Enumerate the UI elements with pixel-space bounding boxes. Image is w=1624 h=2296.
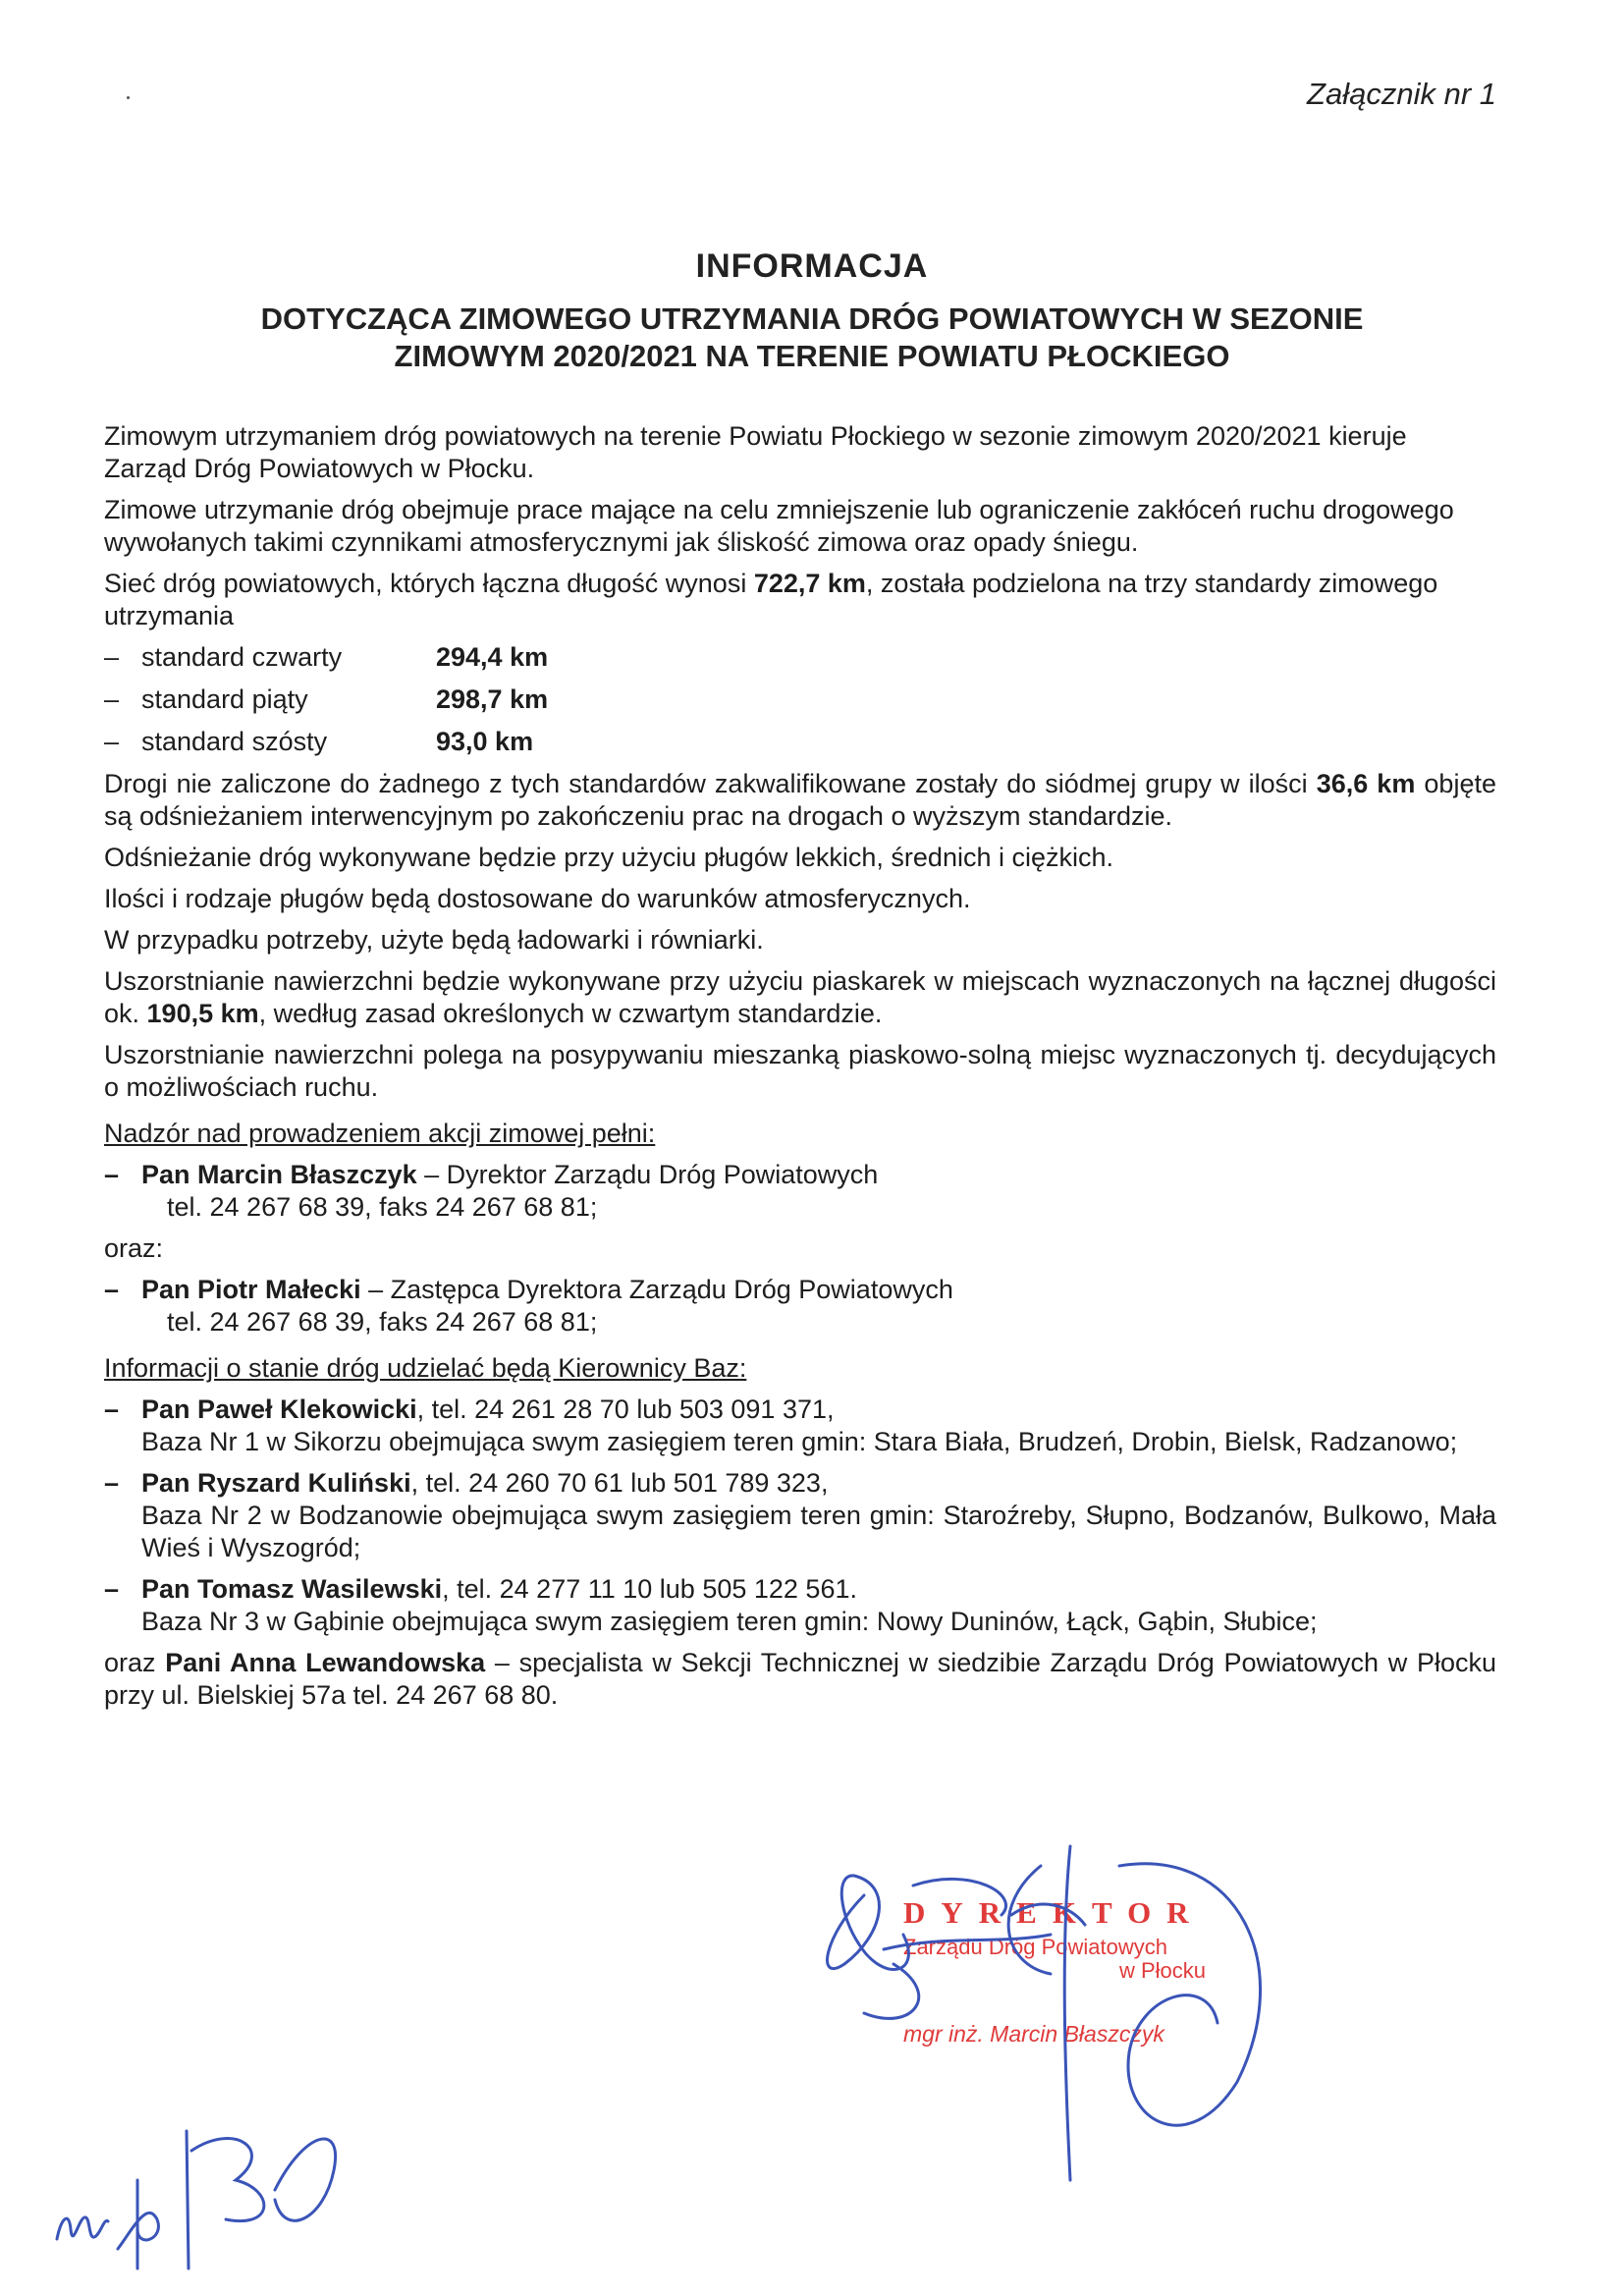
standard-name: – standard czwarty xyxy=(104,641,436,674)
base-manager-name: Pan Paweł Klekowicki xyxy=(141,1394,417,1424)
document-subtitle xyxy=(0,301,1624,375)
roughening-paragraph-1 xyxy=(104,965,1496,1030)
base-entry xyxy=(104,1394,1496,1458)
subtitle-line-1: DOTYCZĄCA ZIMOWEGO UTRZYMANIA DRÓG POWIATOWYCH W SEZONIE xyxy=(260,301,1364,336)
base-manager-name: Pan Ryszard Kuliński xyxy=(141,1468,411,1498)
group7-length: 36,6 km xyxy=(1316,769,1416,798)
standard-name: – standard piąty xyxy=(104,683,436,716)
supervisor-role: – Dyrektor Zarządu Dróg Powiatowych xyxy=(416,1160,879,1189)
supervisor-phone: tel. 24 267 68 39, faks 24 267 68 81; xyxy=(167,1307,598,1337)
standard-value: 294,4 km xyxy=(436,642,549,672)
supervisor-entry xyxy=(104,1159,1496,1224)
standard-row xyxy=(104,726,1496,758)
supervisor-name: Pan Piotr Małecki xyxy=(141,1275,361,1304)
stamp-name: mgr inż. Marcin Błaszczyk xyxy=(903,2021,1164,2047)
base-manager-phone: , tel. 24 260 70 61 lub 501 789 323, xyxy=(410,1468,829,1498)
base-manager-name: Pan Tomasz Wasilewski xyxy=(141,1574,443,1604)
plows-paragraph-1: Odśnieżanie dróg wykonywane będzie przy użyciu pługów lekkich, średnich i ciężkich. xyxy=(104,843,1114,872)
base-entry xyxy=(104,1573,1496,1638)
scan-speck xyxy=(127,96,130,99)
group7-paragraph xyxy=(104,768,1496,833)
standard-row xyxy=(104,641,1496,674)
info-heading: Informacji o stanie dróg udzielać będą Kierownicy Baz: xyxy=(104,1353,747,1383)
base-description: Baza Nr 2 w Bodzanowie obejmująca swym zasięgiem teren gmin: Staroźreby, Słupno, Bodzanów, Bulkowo, Mała Wieś i Wyszogród; xyxy=(141,1501,1496,1562)
stamp-title: DYREKTOR xyxy=(903,1895,1205,1930)
intro-paragraph-1: Zimowym utrzymaniem dróg powiatowych na terenie Powiatu Płockiego w sezonie zimowym 2020/2021 kieruje Zarząd Dróg Powiatowych w Płocku. xyxy=(104,421,1407,483)
intro-text-a: Sieć dróg powiatowych, których łączna długość wynosi xyxy=(104,569,754,598)
base-entry xyxy=(104,1467,1496,1564)
stamp-line-1: Zarządu Dróg Powiatowych xyxy=(903,1935,1168,1959)
plows-paragraph-3: W przypadku potrzeby, użyte będą ładowarki i równiarki. xyxy=(104,925,764,955)
standard-name: – standard szósty xyxy=(104,726,436,758)
base-manager-phone: , tel. 24 261 28 70 lub 503 091 371, xyxy=(416,1394,835,1424)
final-text-a: oraz xyxy=(104,1648,166,1677)
roughening-paragraph-2: Uszorstnianie nawierzchni polega na posypywaniu mieszanką piaskowo-solną miejsc wyznaczonych tj. decydujących o możliwościach ruchu. xyxy=(104,1040,1496,1102)
group7-text-a: Drogi nie zaliczone do żadnego z tych standardów zakwalifikowane zostały do siódmej grupy w ilości xyxy=(104,769,1317,798)
document-body xyxy=(104,420,1496,1721)
final-contact-name: Pani Anna Lewandowska xyxy=(165,1648,486,1677)
document-title: INFORMACJA xyxy=(695,247,929,285)
oraz-label: oraz: xyxy=(104,1233,164,1263)
final-text-b: – specjalista w Sekcji Technicznej w siedzibie Zarządu Dróg Powiatowych w Płocku przy ul. Bielskiej 57a tel. 24 267 68 80. xyxy=(104,1648,1496,1710)
supervisor-entry xyxy=(104,1274,1496,1339)
standard-row xyxy=(104,683,1496,716)
stamp-line-2: w Płocku xyxy=(1119,1958,1207,1983)
standard-value: 298,7 km xyxy=(436,684,549,714)
total-length: 722,7 km xyxy=(753,569,866,598)
roughening-text-b: , według zasad określonych w czwartym standardzie. xyxy=(258,999,883,1028)
roughening-length: 190,5 km xyxy=(146,999,259,1028)
base-description: Baza Nr 1 w Sikorzu obejmująca swym zasięgiem teren gmin: Stara Biała, Brudzeń, Drobin, Bielsk, Radzanowo; xyxy=(141,1427,1458,1456)
final-contact-paragraph xyxy=(104,1647,1496,1712)
annex-label: Załącznik nr 1 xyxy=(1307,77,1496,111)
paraph-signature-icon xyxy=(39,2102,373,2288)
base-manager-phone: , tel. 24 277 11 10 lub 505 122 561. xyxy=(442,1574,857,1604)
group7-text-b: objęte są odśnieżaniem interwencyjnym po zakończeniu prac na drogach o wyższym standardzie. xyxy=(104,769,1496,831)
supervisor-phone: tel. 24 267 68 39, faks 24 267 68 81; xyxy=(167,1192,598,1222)
roughening-text-a: Uszorstnianie nawierzchni będzie wykonywane przy użyciu piaskarek w miejscach wyznaczonych na łącznej długości ok. xyxy=(104,966,1496,1028)
supervisor-name: Pan Marcin Błaszczyk xyxy=(141,1160,417,1189)
subtitle-line-2: ZIMOWYM 2020/2021 NA TERENIE POWIATU PŁOCKIEGO xyxy=(394,339,1230,373)
supervision-heading: Nadzór nad prowadzeniem akcji zimowej pełni: xyxy=(104,1119,656,1148)
intro-paragraph-2: Zimowe utrzymanie dróg obejmuje prace mające na celu zmniejszenie lub ograniczenie zakłóceń ruchu drogowego wywołanych takimi czynnikami atmosferycznymi jak śliskość zimowa oraz opady śniegu. xyxy=(104,495,1454,557)
intro-paragraph-3 xyxy=(104,568,1496,632)
intro-text-b: , została podzielona na trzy standardy zimowego utrzymania xyxy=(104,569,1438,630)
plows-paragraph-2: Ilości i rodzaje pługów będą dostosowane do warunków atmosferycznych. xyxy=(104,884,971,913)
director-signature-icon xyxy=(746,1827,1296,2190)
standard-value: 93,0 km xyxy=(436,727,534,756)
base-description: Baza Nr 3 w Gąbinie obejmująca swym zasięgiem teren gmin: Nowy Duninów, Łąck, Gąbin, Słubice; xyxy=(141,1607,1318,1636)
standards-list xyxy=(104,641,1496,758)
supervisor-role: – Zastępca Dyrektora Zarządu Dróg Powiatowych xyxy=(360,1275,953,1304)
